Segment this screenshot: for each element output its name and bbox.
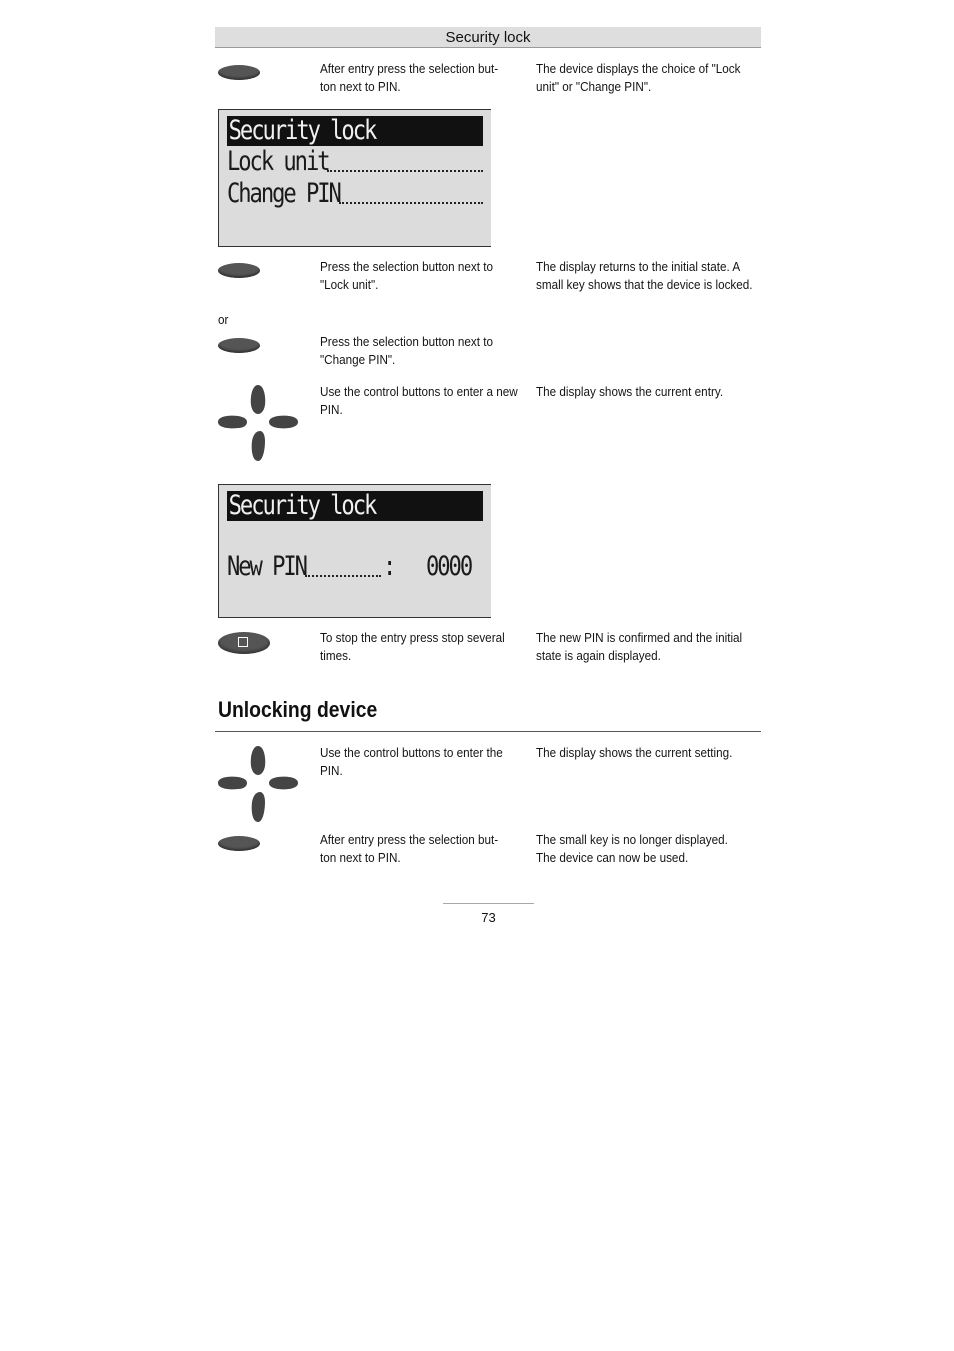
selection-button-icon (218, 836, 260, 851)
page-number: 73 (481, 910, 496, 925)
header-title: Security lock (445, 29, 531, 46)
selection-button-icon (218, 65, 260, 80)
lcd-pin-value: 0000 (426, 551, 472, 582)
lcd-pin-label: New PIN (227, 551, 306, 582)
lcd-dot-leader (305, 575, 381, 577)
instruction-action: Press the selection button next to "Lock unit". (320, 259, 494, 292)
control-buttons-icon (216, 383, 300, 463)
lcd-menu-lock-unit: Lock unit (227, 146, 329, 177)
lcd-title: Security lock (228, 490, 376, 521)
lcd-title: Security lock (228, 115, 376, 146)
instruction-result: The display shows the current entry. (536, 384, 724, 399)
instruction-result: The small key is no longer displayed. The device can now be used. (536, 832, 728, 865)
lcd-display-new-pin (218, 484, 491, 618)
instruction-action: After entry press the selection but- ton next to PIN. (320, 61, 499, 94)
instruction-result: The new PIN is confirmed and the initial state is again displayed. (536, 630, 743, 663)
lcd-title-bar (227, 491, 483, 521)
instruction-action: After entry press the selection but- ton next to PIN. (320, 832, 499, 865)
instruction-action: Use the control buttons to enter the PIN. (320, 745, 503, 778)
stop-button-icon (218, 632, 270, 654)
control-buttons-icon (216, 744, 300, 824)
lcd-display-menu (218, 109, 491, 247)
instruction-action: To stop the entry press stop several times. (320, 630, 505, 663)
selection-button-icon (218, 338, 260, 353)
lcd-dot-leader (327, 170, 483, 172)
instruction-action: Use the control buttons to enter a new PIN. (320, 384, 518, 417)
lcd-title-bar (227, 116, 483, 146)
running-header (215, 27, 761, 48)
lcd-pin-separator: : (383, 551, 395, 582)
or-label: or (218, 312, 229, 327)
instruction-result: The device displays the choice of "Lock unit" or "Change PIN". (536, 61, 741, 94)
instruction-result: The display shows the current setting. (536, 745, 733, 760)
selection-button-icon (218, 263, 260, 278)
instruction-action: Press the selection button next to "Change PIN". (320, 334, 494, 367)
lcd-menu-change-pin: Change PIN (227, 178, 340, 209)
lcd-dot-leader (339, 202, 483, 204)
footer-rule (443, 903, 534, 904)
stop-square-icon (238, 637, 248, 647)
instruction-result: The display returns to the initial state. A small key shows that the device is locked. (536, 259, 753, 292)
section-rule (215, 731, 761, 732)
section-heading: Unlocking device (218, 697, 378, 722)
